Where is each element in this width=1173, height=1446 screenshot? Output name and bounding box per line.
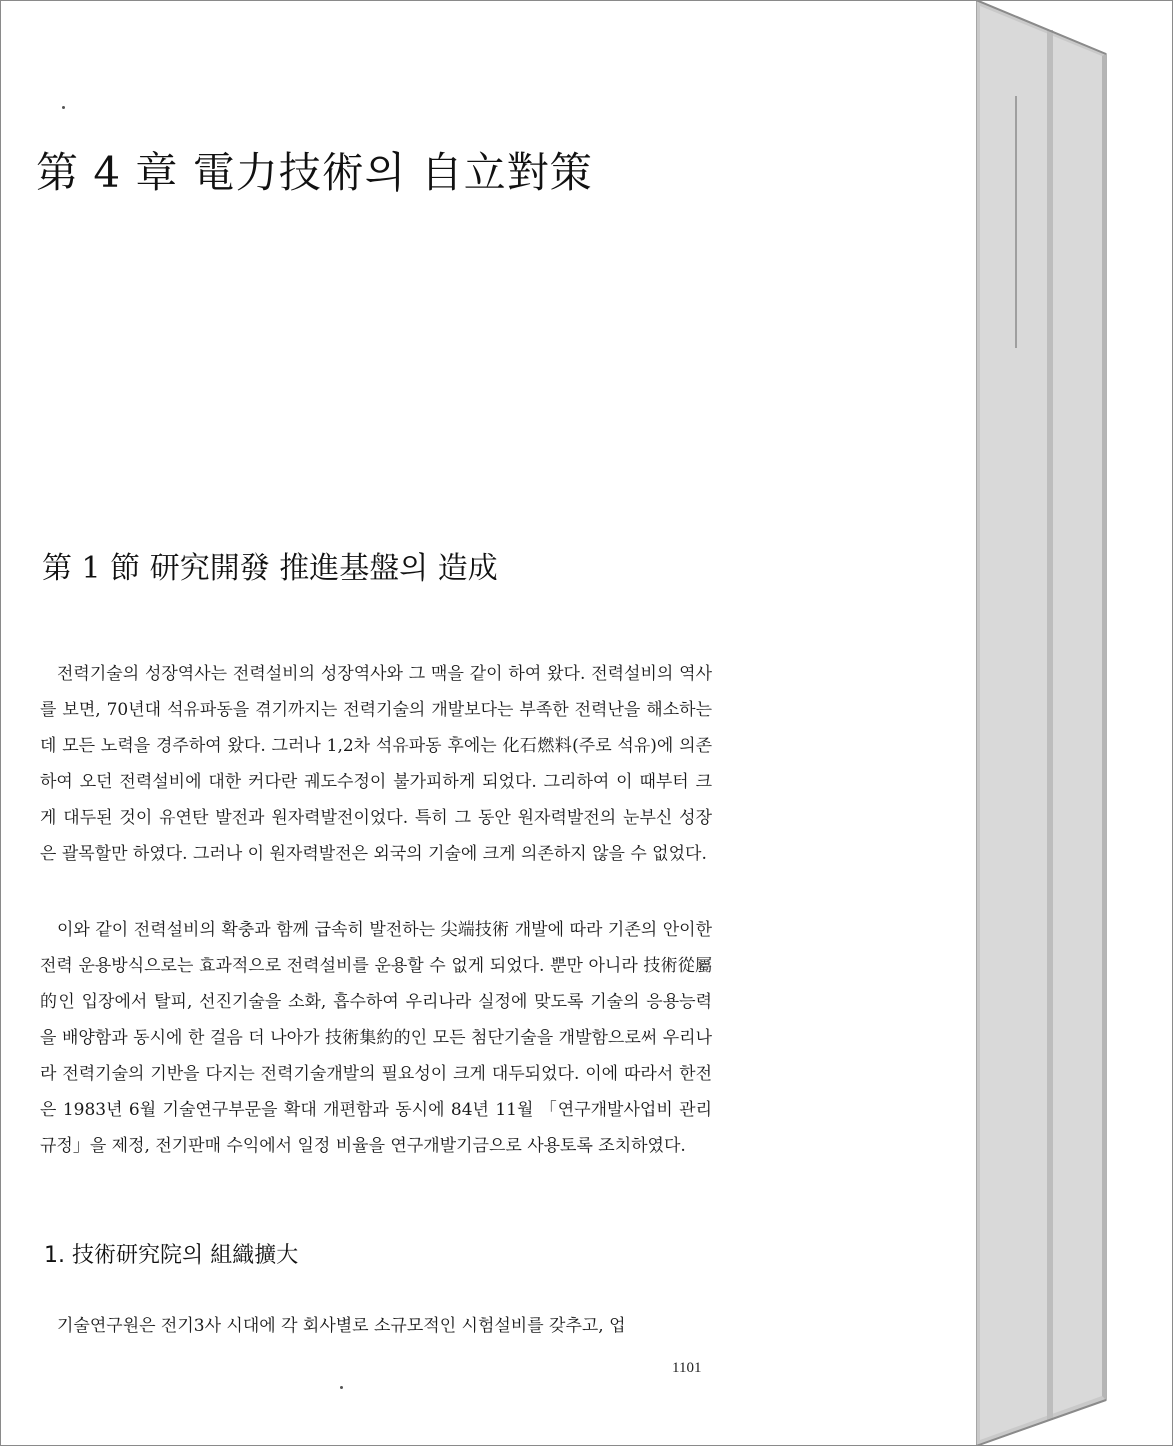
subsection-title: 1. 技術研究院의 組織擴大 [44,1243,299,1268]
book-page [2,2,978,1442]
paper-speck [340,1386,343,1389]
page-number: 1101 [672,1360,702,1376]
book-edge-shadow [976,0,1173,1446]
section-title: 第 1 節 研究開發 推進基盤의 造成 [42,551,498,586]
chapter-title: 第 4 章 電力技術의 自立對策 [36,148,593,197]
paper-speck [62,106,65,109]
body-paragraph-1: 전력기술의 성장역사는 전력설비의 성장역사와 그 맥을 같이 하여 왔다. 전력설비의 역사를 보면, 70년대 석유파동을 겪기까지는 전력기술의 개발보다는 부족한 전력난을 해소하는데 모든 노력을 경주하여 왔다. 그러나 1,2차 석유파동 후에는 化石燃料(주로 석유)에 의존하여 오던 전력설비에 대한 커다란 궤도수정이 불가피하게 되었다. 그리하여 이 때부터 크게 대두된 것이 유연탄 발전과 원자력발전이었다. 특히 그 동안 원자력발전의 눈부신 성장은 괄목할만 하였다. 그러나 이 원자력발전은 외국의 기술에 크게 의존하지 않을 수 없었다. [40,664,712,864]
subsection-paragraph: 기술연구원은 전기3사 시대에 각 회사별로 소규모적인 시험설비를 갖추고, 업 [57,1316,626,1336]
body-paragraph-2: 이와 같이 전력설비의 확충과 함께 급속히 발전하는 尖端技術 개발에 따라 기존의 안이한 전력 운용방식으로는 효과적으로 전력설비를 운용할 수 없게 되었다. 뿐만 아니라 技術從屬的인 입장에서 탈피, 선진기술을 소화, 흡수하여 우리나라 실정에 맞도록 기술의 응용능력을 배양함과 동시에 한 걸음 더 나아가 技術集約的인 모든 첨단기술을 개발함으로써 우리나라 전력기술의 기반을 다지는 전력기술개발의 필요성이 크게 대두되었다. 이에 따라서 한전은 1983년 6월 기술연구부문을 확대 개편함과 동시에 84년 11월 「연구개발사업비 관리규정」을 제정, 전기판매 수익에서 일정 비율을 연구개발기금으로 사용토록 조치하였다. [40,920,712,1156]
